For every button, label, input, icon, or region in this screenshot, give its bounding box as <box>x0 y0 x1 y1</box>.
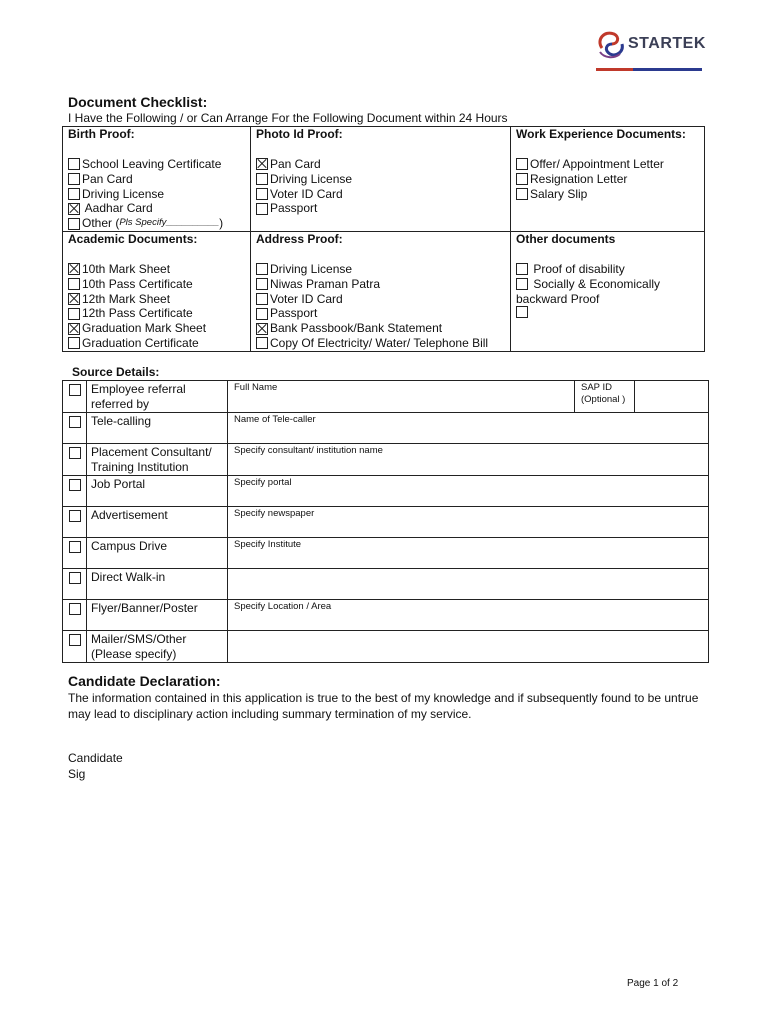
source-label: Tele-calling <box>87 413 228 444</box>
checklist-item-label: Proof of disability <box>530 262 625 276</box>
checklist-item-label: Aadhar Card <box>82 201 153 216</box>
source-label: Placement Consultant/ Training Institution <box>87 444 228 476</box>
checkbox[interactable] <box>516 306 528 318</box>
checked-checkbox[interactable] <box>68 323 80 335</box>
checkbox[interactable] <box>69 416 81 428</box>
checkbox[interactable] <box>69 447 81 459</box>
checklist-item[interactable] <box>68 157 246 172</box>
checked-checkbox[interactable] <box>68 293 80 305</box>
checkbox[interactable] <box>516 188 528 200</box>
work-experience-heading: Work Experience Documents: <box>516 127 686 141</box>
checklist-item-label: School Leaving Certificate <box>82 157 222 171</box>
checklist-item-label: 10th Pass Certificate <box>82 276 193 291</box>
checklist-item-label: Socially & Economically <box>530 276 661 291</box>
checklist-item-label: Voter ID Card <box>270 291 343 306</box>
source-label: Campus Drive <box>87 538 228 569</box>
checklist-item[interactable] <box>256 262 506 277</box>
candidate-label: Candidate <box>68 751 123 765</box>
sap-id-cell <box>575 381 635 413</box>
table-row <box>63 381 709 413</box>
checklist-item[interactable] <box>516 157 700 172</box>
table-row <box>63 476 709 507</box>
checklist-item-label: Graduation Certificate <box>82 335 199 350</box>
checklist-item[interactable] <box>516 262 700 277</box>
other-blank-item[interactable] <box>516 306 700 318</box>
checkbox[interactable] <box>68 218 80 230</box>
sap-id-note: (Optional ) <box>581 394 626 405</box>
declaration-text: The information contained in this application is true to the best of my knowledge and if subsequently found to be untrue may lead to disciplinary action including summary termination of my service. <box>68 691 699 721</box>
startek-swirl-icon <box>594 28 628 60</box>
checklist-item-label: Voter ID Card <box>270 186 343 201</box>
checklist-item-label: Copy Of Electricity/ Water/ Telephone Bill <box>270 335 489 350</box>
academic-list <box>68 248 246 351</box>
source-label: Advertisement <box>87 507 228 538</box>
declaration-title: Candidate Declaration: <box>68 673 221 689</box>
birth-other-item[interactable] <box>68 216 246 231</box>
checklist-item-label: 10th Mark Sheet <box>82 262 171 276</box>
checklist-item[interactable] <box>68 277 246 292</box>
source-field[interactable] <box>228 631 709 663</box>
checklist-item[interactable] <box>256 306 506 321</box>
sap-id-input[interactable] <box>635 381 709 413</box>
address-proof-cell <box>251 232 511 352</box>
checklist-item[interactable] <box>68 306 246 321</box>
source-field[interactable]: Specify portal <box>228 476 709 507</box>
source-details-title: Source Details: <box>72 365 160 379</box>
checklist-item[interactable] <box>68 187 246 202</box>
checklist-item-label: Niwas Praman Patra <box>270 276 381 291</box>
table-row <box>63 600 709 631</box>
source-field[interactable]: Full Name <box>228 381 575 413</box>
checkbox[interactable] <box>68 278 80 290</box>
table-row <box>63 538 709 569</box>
checklist-item[interactable] <box>68 292 246 307</box>
checkbox[interactable] <box>256 278 268 290</box>
academic-cell <box>63 232 251 352</box>
academic-heading: Academic Documents: <box>68 232 198 246</box>
birth-other-label: Other ( <box>82 216 120 231</box>
address-proof-list <box>256 248 506 351</box>
checklist-item[interactable] <box>68 201 246 216</box>
checkbox[interactable] <box>516 173 528 185</box>
checkbox[interactable] <box>68 308 80 320</box>
source-field[interactable]: Specify newspaper <box>228 507 709 538</box>
checklist-item[interactable] <box>68 336 246 351</box>
checkbox[interactable] <box>68 337 80 349</box>
checkbox[interactable] <box>69 541 81 553</box>
birth-proof-list <box>68 143 246 216</box>
checkbox[interactable] <box>516 263 528 275</box>
source-field[interactable]: Specify Institute <box>228 538 709 569</box>
checkbox[interactable] <box>256 203 268 215</box>
checklist-item-label: Pan Card <box>82 171 133 186</box>
checkbox[interactable] <box>256 263 268 275</box>
photo-id-list <box>256 143 506 216</box>
brand-underline <box>596 68 702 71</box>
checkbox[interactable] <box>69 510 81 522</box>
checklist-item[interactable] <box>256 321 506 336</box>
checklist-item[interactable] <box>516 187 700 202</box>
source-details-table <box>62 380 709 663</box>
checked-checkbox[interactable] <box>256 158 268 170</box>
checklist-item-label: Driving License <box>270 171 353 186</box>
checkbox[interactable] <box>69 572 81 584</box>
source-field[interactable]: Specify Location / Area <box>228 600 709 631</box>
checkbox[interactable] <box>256 188 268 200</box>
work-experience-list <box>516 143 700 201</box>
checkbox[interactable] <box>256 337 268 349</box>
address-proof-heading: Address Proof: <box>256 232 343 246</box>
checklist-item-label: Driving License <box>82 186 165 201</box>
checkbox[interactable] <box>256 308 268 320</box>
checklist-item[interactable] <box>256 201 506 216</box>
source-label: Job Portal <box>87 476 228 507</box>
checklist-item[interactable] <box>516 277 700 292</box>
birth-proof-heading: Birth Proof: <box>68 127 135 141</box>
candidate-signature-block <box>68 750 123 782</box>
checkbox[interactable] <box>516 278 528 290</box>
page-number: Page 1 of 2 <box>627 978 679 989</box>
checklist-item-label: Bank Passbook/Bank Statement <box>270 321 443 336</box>
checklist-item[interactable] <box>256 187 506 202</box>
table-row <box>63 569 709 600</box>
checkbox[interactable] <box>69 384 81 396</box>
page-title: Document Checklist: <box>68 94 208 110</box>
source-field[interactable] <box>228 569 709 600</box>
checklist-item-label: Passport <box>270 201 318 216</box>
table-row <box>63 507 709 538</box>
brand-name: STARTEK <box>628 35 706 52</box>
checklist-item-label: Driving License <box>270 262 353 276</box>
work-experience-cell <box>511 127 705 232</box>
checklist-item[interactable] <box>68 321 246 336</box>
page-subtitle: I Have the Following / or Can Arrange For the Following Document within 24 Hours <box>68 111 508 125</box>
other-documents-cell <box>511 232 705 352</box>
checkbox[interactable] <box>68 173 80 185</box>
source-label: Employee referral referred by <box>87 381 228 413</box>
checklist-item-label: Passport <box>270 306 318 321</box>
checklist-item[interactable] <box>68 172 246 187</box>
signature-label: Sig <box>68 767 86 781</box>
startek-logo <box>594 28 706 72</box>
checklist-item[interactable] <box>256 172 506 187</box>
source-label: Mailer/SMS/Other (Please specify) <box>87 631 228 663</box>
checklist-item-label: Graduation Mark Sheet <box>82 321 207 336</box>
checkbox[interactable] <box>256 293 268 305</box>
checked-checkbox[interactable] <box>68 203 80 215</box>
checkbox[interactable] <box>516 158 528 170</box>
table-row <box>63 444 709 476</box>
other-continuation: backward Proof <box>516 291 600 306</box>
checkbox[interactable] <box>68 188 80 200</box>
other-documents-list <box>516 248 700 292</box>
table-row <box>63 413 709 444</box>
checklist-item-label: 12th Pass Certificate <box>82 306 193 321</box>
checklist-item-label: Pan Card <box>270 157 321 171</box>
other-documents-heading: Other documents <box>516 232 616 246</box>
checklist-item-label: 12th Mark Sheet <box>82 291 171 306</box>
checklist-item[interactable] <box>68 262 246 277</box>
birth-other-note: Pls Specify__________ <box>119 217 220 229</box>
source-label: Flyer/Banner/Poster <box>87 600 228 631</box>
birth-proof-cell <box>63 127 251 232</box>
checkbox[interactable] <box>256 173 268 185</box>
checkbox[interactable] <box>69 603 81 615</box>
checklist-item-label: Resignation Letter <box>530 171 628 186</box>
sap-id-label: SAP ID <box>581 382 612 393</box>
source-field[interactable]: Specify consultant/ institution name <box>228 444 709 476</box>
checkbox[interactable] <box>69 634 81 646</box>
checklist-item-label: Offer/ Appointment Letter <box>530 157 664 171</box>
checked-checkbox[interactable] <box>68 263 80 275</box>
checklist-item[interactable] <box>256 277 506 292</box>
source-field[interactable]: Name of Tele-caller <box>228 413 709 444</box>
photo-id-heading: Photo Id Proof: <box>256 127 343 141</box>
table-row <box>63 631 709 663</box>
checklist-item-label: Salary Slip <box>530 186 588 201</box>
checked-checkbox[interactable] <box>256 323 268 335</box>
checklist-item[interactable] <box>256 336 506 351</box>
checkbox[interactable] <box>68 158 80 170</box>
source-label: Direct Walk-in <box>87 569 228 600</box>
checklist-item[interactable] <box>256 157 506 172</box>
checkbox[interactable] <box>69 479 81 491</box>
checklist-item[interactable] <box>256 292 506 307</box>
birth-other-close: ) <box>219 216 224 231</box>
document-checklist-table <box>62 126 705 352</box>
checklist-item[interactable] <box>516 172 700 187</box>
photo-id-cell <box>251 127 511 232</box>
